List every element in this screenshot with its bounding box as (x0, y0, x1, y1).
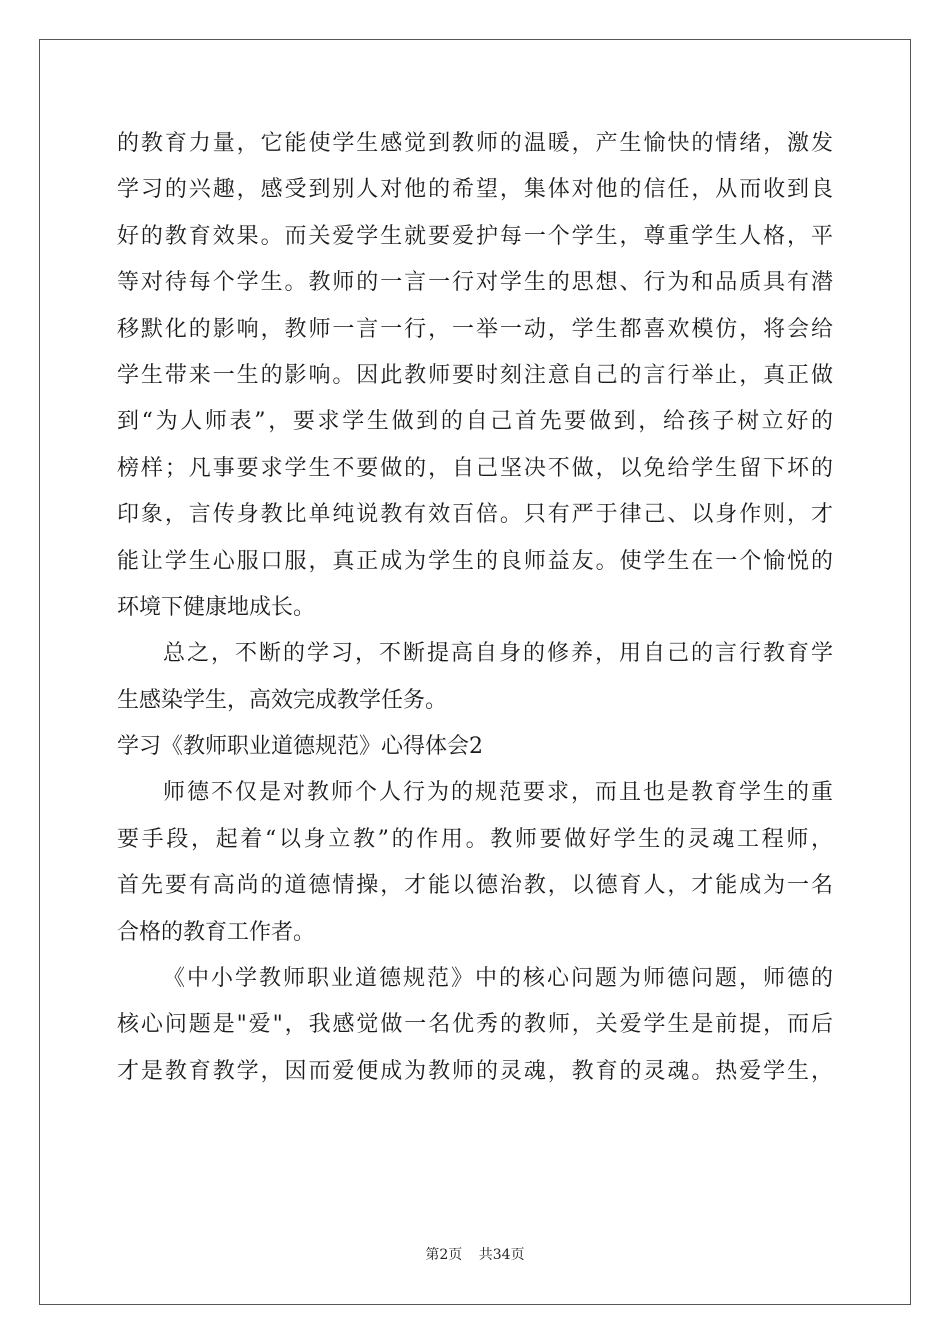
text-line: 才是教育教学，因而爱便成为教师的灵魂，教育的灵魂。热爱学生， (117, 1058, 833, 1084)
text-line: 《中小学教师职业道德规范》中的核心问题为师德问题，师德的 (163, 966, 833, 992)
text-line: 移默化的影响，教师一言一行，一举一动，学生都喜欢模仿，将会给 (117, 316, 833, 342)
text-line: 首先要有高尚的道德情操，才能以德治教，以德育人，才能成为一名 (117, 873, 833, 899)
text-line: 能让学生心服口服，真正成为学生的良师益友。使学生在一个愉悦的 (117, 548, 833, 574)
text-line: 要手段，起着“以身立教”的作用。教师要做好学生的灵魂工程师， (117, 826, 833, 852)
text-line: 榜样；凡事要求学生不要做的，自己坚决不做，以免给学生留下坏的 (117, 455, 833, 481)
document-body (117, 121, 833, 1095)
paragraph (117, 631, 833, 724)
text-line: 到“为人师表”，要求学生做到的自己首先要做到，给孩子树立好的 (117, 409, 833, 435)
paragraph (117, 956, 833, 1095)
paragraph (117, 121, 833, 631)
paragraph (117, 770, 833, 956)
text-line: 好的教育效果。而关爱学生就要爱护每一个学生，尊重学生人格，平 (117, 223, 833, 249)
text-line: 等对待每个学生。教师的一言一行对学生的思想、行为和品质具有潜 (117, 270, 833, 296)
text-line: 学习的兴趣，感受到别人对他的希望，集体对他的信任，从而收到良 (117, 177, 833, 203)
text-line: 核心问题是"爱"，我感觉做一名优秀的教师，关爱学生是前提，而后 (117, 1012, 833, 1038)
text-line: 师德不仅是对教师个人行为的规范要求，而且也是教育学生的重 (163, 780, 833, 806)
page-footer (0, 1244, 950, 1264)
page-number: 第2页 (425, 1247, 463, 1263)
text-line: 学生带来一生的影响。因此教师要时刻注意自己的言行举止，真正做 (117, 362, 833, 388)
text-line: 的教育力量，它能使学生感觉到教师的温暖，产生愉快的情绪，激发 (117, 131, 833, 156)
text-line: 环境下健康地成长。 (117, 594, 316, 620)
page-total: 共34页 (478, 1247, 525, 1263)
section-heading: 学习《教师职业道德规范》心得体会2 (117, 734, 483, 760)
text-line: 印象，言传身教比单纯说教有效百倍。只有严于律己、以身作则，才 (117, 502, 833, 528)
text-line: 总之，不断的学习，不断提高自身的修养，用自己的言行教育学 (163, 641, 833, 667)
text-line: 生感染学生，高效完成教学任务。 (117, 687, 448, 713)
text-line: 合格的教育工作者。 (117, 919, 316, 945)
